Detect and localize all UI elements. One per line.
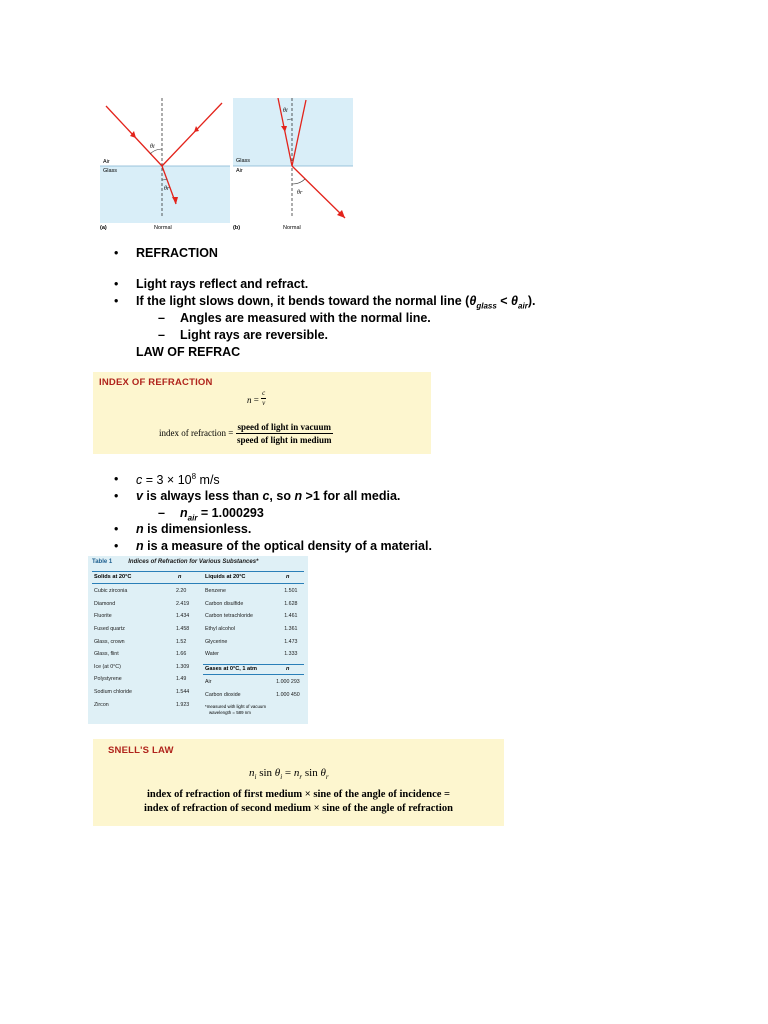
substance-name: Fused quartz bbox=[94, 626, 125, 633]
substance-name: Ice (at 0°C) bbox=[94, 663, 121, 670]
substance-name: Glass, crown bbox=[94, 638, 125, 645]
panel-label: (a) bbox=[100, 225, 107, 231]
table-row bbox=[203, 585, 308, 598]
solids-n-header: n bbox=[178, 574, 182, 580]
table-row bbox=[203, 635, 308, 648]
substance-name: Ethyl alcohol bbox=[205, 626, 236, 633]
substance-name: Zircon bbox=[94, 701, 109, 708]
table-row bbox=[92, 673, 204, 686]
sub-bullet-text: Angles are measured with the normal line. bbox=[180, 311, 431, 325]
table-row bbox=[92, 598, 204, 611]
table-row bbox=[92, 661, 204, 674]
bullet-dot: • bbox=[114, 246, 119, 260]
refractive-index-value: 2.20 bbox=[176, 588, 187, 595]
medium-bottom-label: Air bbox=[236, 168, 243, 174]
table-row bbox=[92, 623, 204, 636]
heading-refraction: REFRACTION bbox=[136, 246, 218, 260]
table-row bbox=[92, 635, 204, 648]
refractive-index-value: 1.49 bbox=[176, 676, 187, 683]
table-row bbox=[203, 598, 308, 611]
normal-label: Normal bbox=[154, 225, 172, 231]
liquids-n-header: n bbox=[286, 574, 290, 580]
substance-name: Carbon tetrachloride bbox=[205, 613, 253, 620]
bullet-text: $c = 3 \times 10^8$ m/s bbox=[136, 472, 220, 488]
law-of-refrac-heading: LAW OF REFRAC bbox=[136, 345, 241, 359]
liquids-header: Liquids at 20°C bbox=[205, 574, 246, 580]
refractive-index-value: 1.309 bbox=[176, 663, 190, 670]
sub-bullet-text: Light rays are reversible. bbox=[180, 328, 328, 342]
refractive-index-value: 2.419 bbox=[176, 600, 190, 607]
substance-name: Carbon dioxide bbox=[205, 691, 241, 698]
refractive-index-value: 1.434 bbox=[176, 613, 190, 620]
table-row bbox=[92, 686, 204, 699]
bullet-text: v is always less than c, so n >1 for all media. bbox=[136, 489, 401, 503]
liquids-table bbox=[203, 585, 308, 661]
substance-name: Benzene bbox=[205, 588, 226, 595]
table-indices-of-refraction bbox=[88, 556, 308, 724]
refractive-index-value: 1.000 450 bbox=[276, 691, 300, 698]
refractive-index-value: 1.66 bbox=[176, 651, 187, 658]
solids-table bbox=[92, 585, 204, 711]
table-row bbox=[92, 610, 204, 623]
medium-top-label: Glass bbox=[236, 158, 251, 164]
table-row bbox=[203, 689, 308, 702]
normal-label: Normal bbox=[283, 225, 301, 231]
box-title: INDEX OF REFRACTION bbox=[99, 377, 213, 388]
diagram-air-to-glass bbox=[100, 98, 230, 233]
refractive-index-value: 1.501 bbox=[284, 588, 298, 595]
angle-refracted-label: θr bbox=[297, 190, 303, 196]
gases-table bbox=[203, 676, 308, 701]
angle-incident-label: θi bbox=[150, 144, 155, 150]
substance-name: Water bbox=[205, 651, 219, 658]
snells-law-box bbox=[93, 739, 504, 826]
table-row bbox=[203, 676, 308, 689]
refractive-index-value: 1.000 293 bbox=[276, 679, 300, 686]
table-caption: Table 1 Indices of Refraction for Various Substances* bbox=[92, 559, 259, 565]
gases-header: Gases at 0°C, 1 atm bbox=[205, 666, 257, 672]
refractive-index-value: 1.52 bbox=[176, 638, 187, 645]
substance-name: Fluorite bbox=[94, 613, 112, 620]
sub-bullet-text: $n_{air} = 1.000293$ bbox=[180, 506, 264, 523]
bullet-text: Light rays reflect and refract. bbox=[136, 277, 309, 291]
substance-name: Air bbox=[205, 679, 212, 686]
substance-name: Glycerine bbox=[205, 638, 228, 645]
solids-header: Solids at 20°C bbox=[94, 574, 132, 580]
refractive-index-value: 1.628 bbox=[284, 600, 298, 607]
angle-incident-label: θi bbox=[283, 108, 288, 114]
substance-name: Glass, flint bbox=[94, 651, 119, 658]
bullet-text: n is a measure of the optical density of a material. bbox=[136, 539, 432, 553]
refractive-index-value: 1.461 bbox=[284, 613, 298, 620]
table-row bbox=[203, 623, 308, 636]
panel-label: (b) bbox=[233, 225, 241, 231]
refractive-index-value: 1.361 bbox=[284, 626, 298, 633]
table-footnote: *measured with light of vacuum wavelength = 589 nm bbox=[205, 704, 267, 715]
table-row bbox=[92, 585, 204, 598]
table-row bbox=[92, 698, 204, 711]
table-row bbox=[203, 648, 308, 661]
formula-index-definition: index of refraction = speed of light in vacuum speed of light in medium bbox=[159, 422, 332, 445]
gases-n-header: n bbox=[286, 666, 290, 672]
refractive-index-value: 1.333 bbox=[284, 651, 298, 658]
snells-law-line1: index of refraction of first medium × sine of the angle of incidence = bbox=[146, 789, 451, 800]
snells-law-line2: index of refraction of second medium × sine of the angle of refraction bbox=[144, 803, 453, 814]
refractive-index-value: 1.923 bbox=[176, 701, 190, 708]
bullet-text: If the light slows down, it bends toward the normal line $(\theta_{glass} < \theta_{air})$. bbox=[136, 294, 536, 311]
substance-name: Diamond bbox=[94, 600, 116, 607]
formula-n-eq-c-over-v: n = $\frac{c}{v}$ bbox=[247, 389, 266, 407]
table-row bbox=[92, 648, 204, 661]
substance-name: Cubic zirconia bbox=[94, 588, 128, 595]
substance-name: Carbon disulfide bbox=[205, 600, 244, 607]
bullet-dot: • bbox=[114, 277, 119, 291]
substance-name: Sodium chloride bbox=[94, 689, 132, 696]
substance-name: Polystyrene bbox=[94, 676, 122, 683]
medium-top-label: Air bbox=[103, 159, 110, 165]
refractive-index-value: 1.473 bbox=[284, 638, 298, 645]
refractive-index-value: 1.458 bbox=[176, 626, 190, 633]
box-title: SNELL'S LAW bbox=[108, 745, 174, 756]
bullet-text: n is dimensionless. bbox=[136, 522, 252, 536]
table-row bbox=[203, 610, 308, 623]
angle-refracted-label: θr bbox=[164, 186, 170, 192]
diagram-glass-to-air bbox=[233, 98, 353, 233]
refractive-index-value: 1.544 bbox=[176, 689, 190, 696]
bullet-dot: • bbox=[114, 294, 119, 308]
medium-bottom-label: Glass bbox=[103, 168, 118, 174]
snells-law-equation: $n_i$ $\sin \theta_i = n_r$ $\sin \theta_r$ bbox=[249, 767, 329, 782]
index-of-refraction-box bbox=[93, 372, 431, 454]
